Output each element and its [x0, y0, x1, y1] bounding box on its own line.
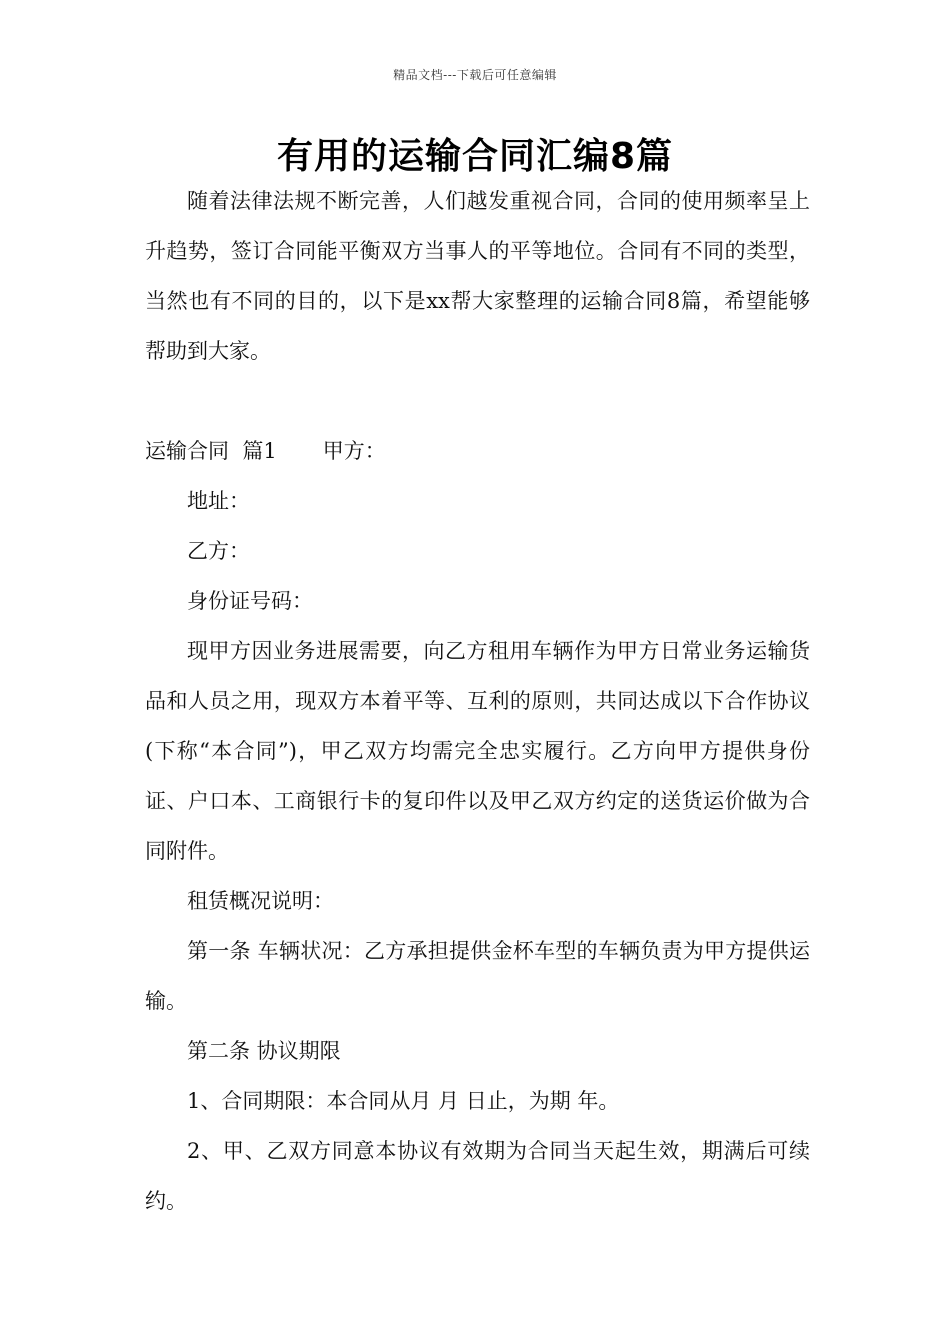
intro-paragraph: 随着法律法规不断完善，人们越发重视合同，合同的使用频率呈上升趋势，签订合同能平衡双方当事人的平等地位。合同有不同的类型，当然也有不同的目的，以下是xx帮大家整理的运输合同8篇，希望能够帮助到大家。	[145, 189, 810, 363]
term-item-2: 2、甲、乙双方同意本协议有效期为合同当天起生效，期满后可续约。	[145, 1139, 810, 1213]
id-number-field: 身份证号码：	[187, 589, 313, 613]
address-field: 地址：	[187, 489, 250, 513]
section-heading-line	[145, 426, 810, 476]
party-a-label: 甲方：	[322, 439, 386, 463]
section-label: 运输合同 篇1	[145, 439, 277, 463]
page-header-note: 精品文档---下载后可任意编辑	[393, 68, 557, 82]
term-item-1: 1、合同期限：本合同从月 月 日止，为期 年。	[187, 1089, 620, 1113]
article-1-paragraph: 第一条 车辆状况：乙方承担提供金杯车型的车辆负责为甲方提供运输。	[145, 939, 810, 1013]
section-spacer	[145, 376, 810, 426]
party-b-field: 乙方：	[187, 539, 250, 563]
contract-body-paragraph: 现甲方因业务进展需要，向乙方租用车辆作为甲方日常业务运输货品和人员之用，现双方本着平等、互利的原则，共同达成以下合作协议(下称“本合同”)，甲乙双方均需完全忠实履行。乙方向甲方提供身份证、户口本、工商银行卡的复印件以及甲乙双方约定的送货运价做为合同附件。	[145, 639, 810, 863]
lease-overview-heading: 租赁概况说明：	[187, 889, 334, 913]
document-title: 有用的运输合同汇编8篇	[276, 136, 674, 177]
article-2-heading: 第二条 协议期限	[187, 1039, 341, 1063]
document-body	[145, 176, 810, 1226]
